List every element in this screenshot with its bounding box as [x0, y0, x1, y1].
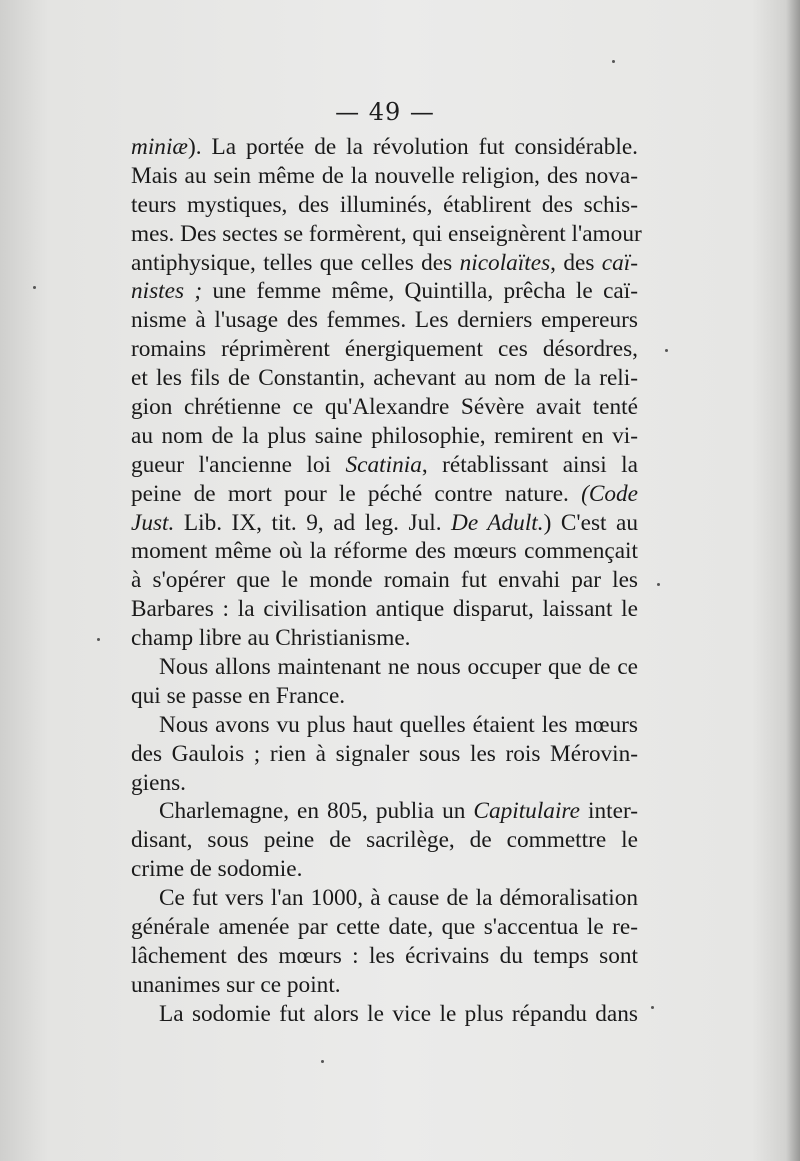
text-segment: disant, sous peine de sacrilège, de commettre le — [131, 827, 638, 854]
text-line — [131, 595, 638, 624]
text-segment: inter- — [579, 798, 638, 825]
text-line — [131, 740, 638, 769]
text-line — [131, 1000, 638, 1029]
text-segment: et les fils de Constantin, achevant au nom de la reli- — [131, 365, 638, 392]
italic-segment: nistes ; — [131, 278, 203, 305]
paper-speck — [33, 286, 36, 289]
text-line — [131, 769, 638, 798]
text-line — [131, 509, 638, 538]
text-segment: à s'opérer que le monde romain fut envahi par les — [131, 567, 638, 594]
text-line — [131, 826, 638, 855]
text-line — [131, 797, 638, 826]
text-segment: des Gaulois ; rien à signaler sous les rois Mérovin- — [131, 740, 638, 767]
text-segment: une femme même, Quintilla, prêcha le caï- — [202, 278, 638, 305]
text-segment: mes. Des sectes se formèrent, qui enseignèrent l'amour — [131, 220, 642, 247]
text-segment: unanimes sur ce point. — [131, 971, 341, 998]
text-line — [131, 162, 638, 191]
text-line — [131, 335, 638, 364]
text-segment: gion chrétienne ce qu'Alexandre Sévère avait tenté — [131, 394, 638, 421]
italic-segment: Capitulaire — [473, 798, 580, 825]
text-segment: antiphysique, telles que celles des — [131, 249, 460, 276]
text-segment: giens. — [131, 769, 187, 796]
text-segment: ) C'est au — [543, 509, 638, 536]
text-segment: Lib. IX, tit. 9, ad leg. Jul. — [174, 509, 452, 536]
text-segment: nisme à l'usage des femmes. Les derniers empereurs — [131, 307, 638, 334]
text-segment: Nous avons vu plus haut quelles étaient les mœurs — [159, 711, 638, 738]
text-segment: au nom de la plus saine philosophie, remirent en vi- — [131, 422, 638, 449]
italic-segment: miniæ — [131, 134, 188, 160]
text-line — [131, 884, 638, 913]
text-line — [131, 942, 638, 971]
text-line — [131, 451, 638, 480]
italic-segment: De Adult. — [451, 509, 544, 536]
text-segment: romains réprimèrent énergiquement ces désordres, — [131, 336, 638, 363]
text-line — [131, 537, 638, 566]
text-line — [131, 191, 638, 220]
paper-speck — [97, 638, 100, 641]
text-line — [131, 855, 638, 884]
text-line — [131, 249, 638, 278]
text-line — [131, 480, 638, 509]
italic-segment: Scatinia — [345, 451, 422, 478]
text-segment: ). La portée de la révolution fut considérable. — [187, 134, 638, 160]
text-line — [131, 624, 638, 653]
text-segment: , des — [550, 249, 602, 276]
text-segment: lâchement des mœurs : les écrivains du temps sont — [131, 942, 638, 969]
text-line — [131, 393, 638, 422]
text-line — [131, 364, 638, 393]
text-line — [131, 653, 638, 682]
text-segment: Charlemagne, en 805, publia un — [159, 798, 474, 825]
text-line — [131, 422, 638, 451]
text-segment: teurs mystiques, des illuminés, établirent des schis- — [131, 191, 638, 218]
text-segment: Ce fut vers l'an 1000, à cause de la démoralisation — [159, 885, 638, 912]
text-segment: La sodomie fut alors le vice le plus répandu dans — [159, 1000, 638, 1027]
page-number: — 49 — — [335, 98, 435, 126]
text-segment: générale amenée par cette date, que s'accentua le re- — [131, 914, 638, 941]
italic-segment: Just. — [131, 509, 175, 536]
text-segment: peine de mort pour le péché contre nature. — [131, 480, 582, 507]
text-segment: moment même où la réforme des mœurs commençait — [131, 538, 638, 565]
text-segment: crime de sodomie. — [131, 856, 303, 883]
text-segment: Barbares : la civilisation antique disparut, laissant le — [131, 596, 638, 623]
paper-speck — [657, 583, 660, 586]
italic-segment: nicolaïtes — [459, 249, 551, 276]
text-line — [131, 220, 642, 249]
text-line — [131, 306, 638, 335]
text-segment: Mais au sein même de la nouvelle religion, des nova- — [131, 162, 638, 189]
text-segment: gueur l'ancienne loi — [131, 451, 346, 478]
text-segment: Nous allons maintenant ne nous occuper que de ce — [159, 654, 638, 681]
text-line — [131, 711, 638, 740]
paper-speck — [612, 60, 615, 63]
page-edge-shadow — [786, 0, 800, 1161]
text-segment: , rétablissant ainsi la — [421, 451, 638, 478]
text-line — [131, 277, 638, 306]
body-text — [131, 133, 642, 1029]
text-segment: qui se passe en France. — [131, 682, 346, 709]
paper-speck — [321, 1060, 324, 1063]
paper-speck — [665, 349, 668, 352]
text-line — [131, 913, 638, 942]
text-line — [131, 133, 638, 162]
text-line — [131, 682, 638, 711]
paper-speck — [651, 1006, 654, 1009]
italic-segment: (Code — [581, 480, 638, 507]
italic-segment: caï- — [601, 249, 639, 276]
text-line — [131, 566, 638, 595]
text-segment: champ libre au Christianisme. — [131, 625, 411, 652]
text-line — [131, 971, 638, 1000]
